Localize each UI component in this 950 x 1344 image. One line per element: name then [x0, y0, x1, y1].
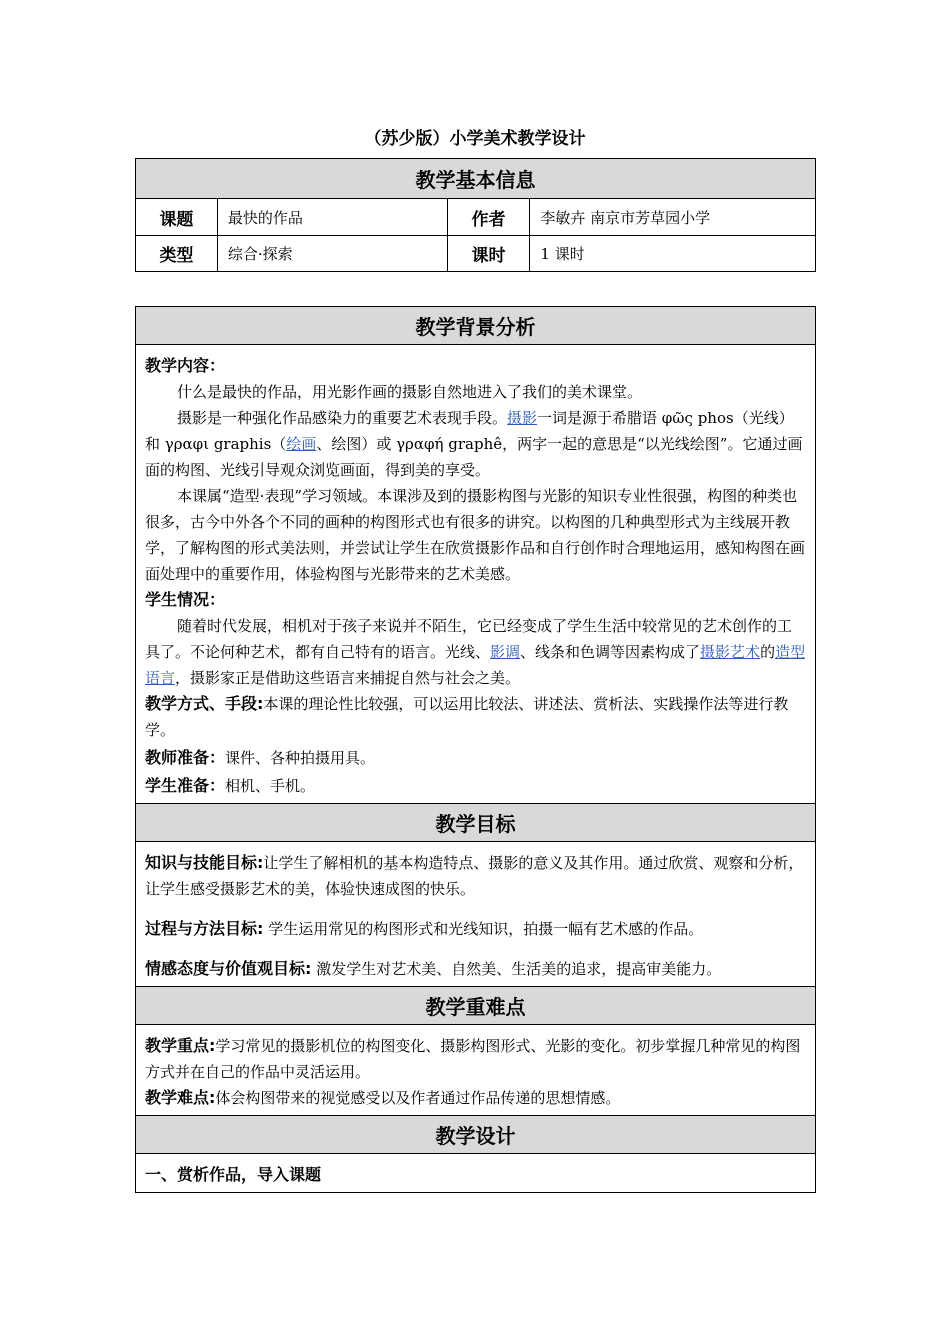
design-step-1: 一、赏析作品，导入课题 — [145, 1165, 322, 1184]
key-points-content — [136, 1025, 816, 1116]
photo-art-link[interactable]: 摄影艺术 — [700, 643, 761, 661]
content-paragraph-2: 摄影是一种强化作品感染力的重要艺术表现手段。摄影一词是源于希腊语 φῶς phos（光线）和 γραφι graphis（绘画、绘图）或 γραφή graphê，两字一起的意思是“以光线绘图”。它通过画面的构图、光线引导观众浏览画面，得到美的享受。 — [145, 409, 803, 479]
hours-value: 1 课时 — [530, 236, 816, 272]
student-prep: 学生准备：相机、手机。 — [145, 776, 316, 795]
background-content — [136, 345, 816, 804]
photography-link[interactable]: 摄影 — [507, 409, 538, 427]
student-situation-text: 随着时代发展，相机对于孩子来说并不陌生，它已经变成了学生生活中较常见的艺术创作的工具了。不论何种艺术，都有自己特有的语言。光线、影调、线条和色调等因素构成了摄影艺术的造型语言，摄影家正是借助这些语言来捕捉自然与社会之美。 — [145, 617, 806, 687]
type-value: 综合·探索 — [217, 236, 447, 272]
lesson-value: 最快的作品 — [217, 199, 447, 236]
emotion-goal: 情感态度与价值观目标: 激发学生对艺术美、自然美、生活美的追求，提高审美能力。 — [145, 959, 722, 978]
content-label: 教学内容： — [145, 356, 226, 375]
lesson-label: 课题 — [136, 199, 218, 236]
process-goal: 过程与方法目标: 学生运用常见的构图形式和光线知识，拍摄一幅有艺术感的作品。 — [145, 919, 704, 938]
hours-label: 课时 — [447, 236, 530, 272]
author-value: 李敏卉 南京市芳草园小学 — [530, 199, 816, 236]
background-header: 教学背景分析 — [136, 307, 816, 345]
author-label: 作者 — [447, 199, 530, 236]
teaching-difficulty: 教学难点:体会构图带来的视觉感受以及作者通过作品传递的思想情感。 — [145, 1088, 621, 1107]
painting-link[interactable]: 绘画 — [286, 435, 317, 453]
content-paragraph-1: 什么是最快的作品，用光影作画的摄影自然地进入了我们的美术课堂。 — [177, 383, 643, 401]
teaching-method: 教学方式、手段:本课的理论性比较强，可以运用比较法、讲述法、赏析法、实践操作法等进行教学。 — [145, 694, 789, 739]
key-points-header: 教学重难点 — [136, 987, 816, 1025]
visual-language-link[interactable]: 造型语言 — [145, 643, 806, 687]
teacher-prep: 教师准备：课件、各种拍摄用具。 — [145, 748, 376, 767]
content-paragraph-3: 本课属“造型·表现”学习领域。本课涉及到的摄影构图与光影的知识专业性很强，构图的种类也很多，古今中外各个不同的画种的构图形式也有很多的讲究。以构图的几种典型形式为主线展开教学，了解构图的形式美法则，并尝试让学生在欣赏摄影作品和自行创作时合理地运用，感知构图在画面处理中的重要作用，体验构图与光影带来的艺术美感。 — [145, 487, 806, 583]
goals-header: 教学目标 — [136, 804, 816, 842]
basic-info-header: 教学基本信息 — [136, 159, 816, 199]
knowledge-goal: 知识与技能目标:让学生了解相机的基本构造特点、摄影的意义及其作用。通过欣赏、观察和分析，让学生感受摄影艺术的美，体验快速成图的快乐。 — [145, 853, 804, 898]
teaching-focus: 教学重点:学习常见的摄影机位的构图变化、摄影构图形式、光影的变化。初步掌握几种常见的构图方式并在自己的作品中灵活运用。 — [145, 1036, 801, 1081]
document-title: （苏少版）小学美术教学设计 — [364, 129, 586, 149]
type-label: 类型 — [136, 236, 218, 272]
tone-link[interactable]: 影调 — [490, 643, 521, 661]
student-situation-label: 学生情况： — [145, 590, 226, 609]
design-header: 教学设计 — [136, 1116, 816, 1154]
basic-info-table — [135, 158, 816, 272]
lesson-plan-table — [135, 306, 816, 1193]
design-content — [136, 1154, 816, 1193]
goals-content — [136, 842, 816, 987]
